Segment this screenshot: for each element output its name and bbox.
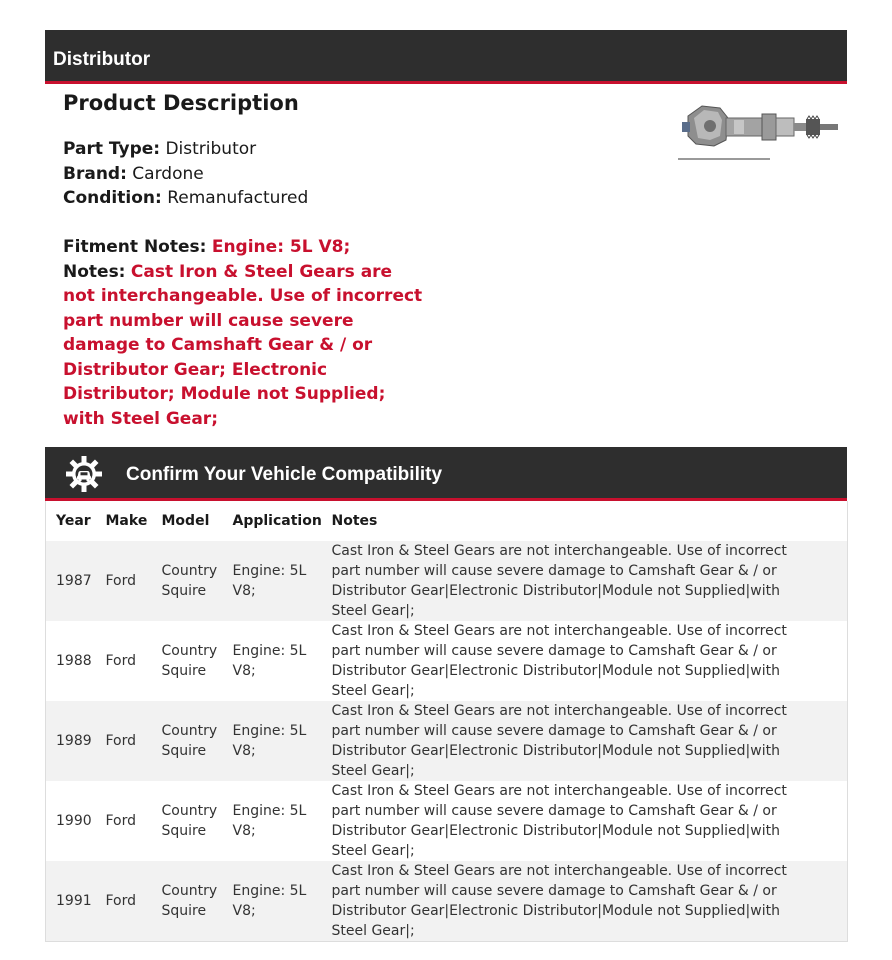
spec-label: Condition: [63,188,162,208]
application-cell: Engine: 5L V8; [232,883,307,919]
make-cell: Ford [105,813,137,829]
make-cell: Ford [105,573,137,589]
make-cell: Ford [105,733,137,749]
fitment-label: Fitment Notes: [63,237,207,257]
make-cell: Ford [105,653,137,669]
table-header-row [46,501,848,541]
product-description [63,88,423,431]
table-row [46,861,848,942]
year-cell: 1990 [56,813,92,829]
make-cell: Ford [105,893,137,909]
spec-condition [63,186,423,211]
spec-value: Distributor [165,139,257,159]
model-cell: Country Squire [161,643,218,679]
spec-part-type [63,137,423,162]
column-header-year: Year [56,513,91,529]
application-cell: Engine: 5L V8; [232,643,307,679]
compatibility-header-title: Confirm Your Vehicle Compatibility [126,464,443,485]
notes-cell: Cast Iron & Steel Gears are not interchangeable. Use of incorrect part number will cause severe damage to Camshaft Gear & / or Distributor Gear|Electronic Distributor|Module not Supplied|with Steel Gear|; [331,543,787,619]
notes-cell: Cast Iron & Steel Gears are not interchangeable. Use of incorrect part number will cause severe damage to Camshaft Gear & / or Distributor Gear|Electronic Distributor|Module not Supplied|with Steel Gear|; [331,623,787,699]
column-header-application: Application [232,513,322,529]
model-cell: Country Squire [161,803,218,839]
notes-label: Notes: [63,261,126,282]
distributor-illustration [676,96,842,164]
gear-car-icon [65,455,103,493]
table-row [46,621,848,701]
year-cell: 1989 [56,733,92,749]
product-notes [63,260,423,432]
model-cell: Country Squire [161,883,218,919]
distributor-header-bar [45,30,847,84]
fitment-notes [63,235,423,260]
application-cell: Engine: 5L V8; [232,563,307,599]
table-row [46,701,848,781]
model-cell: Country Squire [161,723,218,759]
year-cell: 1991 [56,893,92,909]
spec-label: Part Type: [63,139,161,159]
notes-cell: Cast Iron & Steel Gears are not interchangeable. Use of incorrect part number will cause severe damage to Camshaft Gear & / or Distributor Gear|Electronic Distributor|Module not Supplied|with Steel Gear|; [331,863,787,939]
application-cell: Engine: 5L V8; [232,803,307,839]
notes-cell: Cast Iron & Steel Gears are not interchangeable. Use of incorrect part number will cause severe damage to Camshaft Gear & / or Distributor Gear|Electronic Distributor|Module not Supplied|with Steel Gear|; [331,703,787,779]
year-cell: 1987 [56,573,92,589]
spec-label: Brand: [63,163,127,184]
notes-value: Cast Iron & Steel Gears are not interchangeable. Use of incorrect part number will cause severe damage to Camshaft Gear & / or Distributor Gear; Electronic Distributor; Module not Supplied; with Steel Gear; [63,261,423,429]
spec-value: Cardone [132,163,204,184]
column-header-notes: Notes [331,513,378,529]
column-header-make: Make [105,513,148,529]
fitment-value: Engine: 5L V8; [211,237,351,257]
spec-brand [63,162,423,187]
column-header-model: Model [161,513,210,529]
distributor-header-title: Distributor [53,49,151,70]
model-cell: Country Squire [161,563,218,599]
compatibility-table [45,501,848,942]
product-image[interactable] [676,96,842,164]
table-row [46,781,848,861]
application-cell: Engine: 5L V8; [232,723,307,759]
table-row [46,541,848,621]
compatibility-header-bar [45,447,847,501]
year-cell: 1988 [56,653,92,669]
product-description-heading: Product Description [63,91,299,115]
notes-cell: Cast Iron & Steel Gears are not interchangeable. Use of incorrect part number will cause severe damage to Camshaft Gear & / or Distributor Gear|Electronic Distributor|Module not Supplied|with Steel Gear|; [331,783,787,859]
fitment-block [63,235,423,431]
spec-value: Remanufactured [167,188,309,208]
